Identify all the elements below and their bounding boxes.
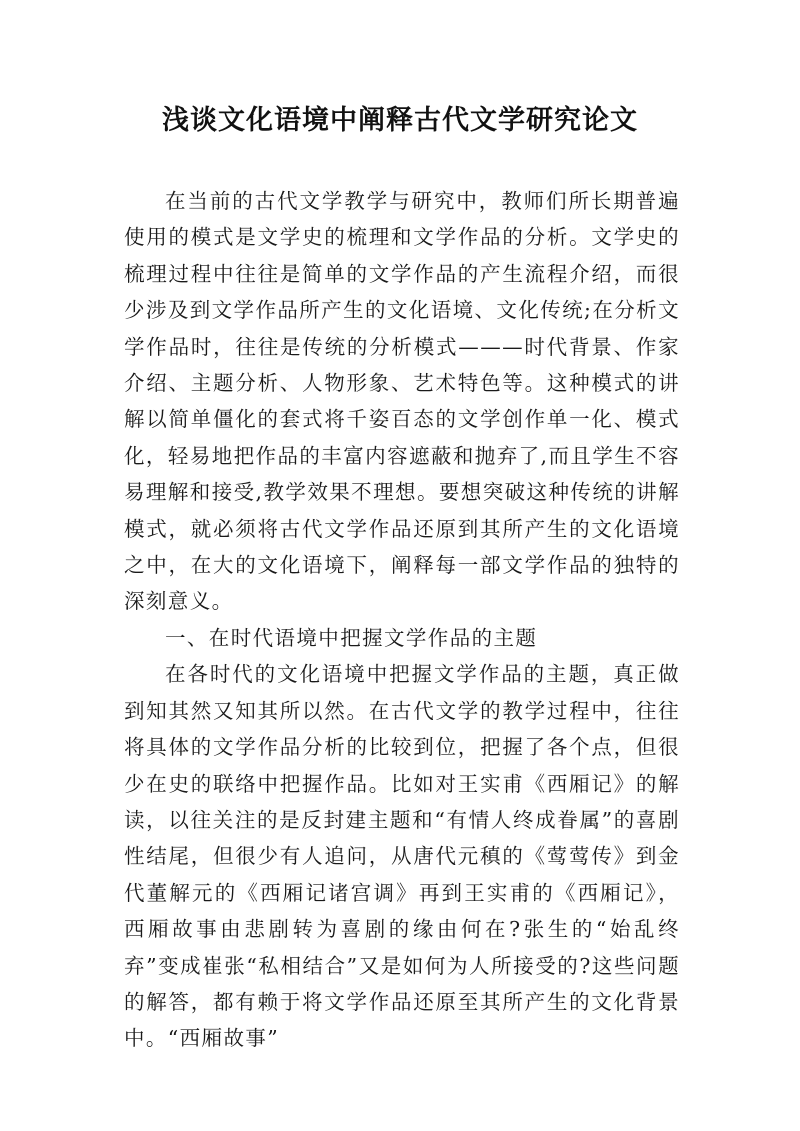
section-heading: 一、在时代语境中把握文学作品的主题 (165, 625, 538, 650)
paragraph-section-1: 在各时代的文化语境中把握文学作品的主题，真正做到知其然又知其所以然。在古代文学的教学过程中，往往将具体的文学作品分析的比较到位，把握了各个点，但很少在史的联络中把握作品。比如对王实甫《西厢记》的解读，以往关注的是反封建主题和“有情人终成眷属”的喜剧性结尾，但很少有人追问，从唐代元稹的《莺莺传》到金代董解元的《西厢记诸宫调》再到王实甫的《西厢记》，西厢故事由悲剧转为喜剧的缘由何在?张生的“始乱终弃”变成崔张“私相结合”又是如何为人所接受的?这些问题的解答，都有赖于将文学作品还原至其所产生的文化背景中。“西厢故事” (124, 662, 680, 1051)
paragraph-intro: 在当前的古代文学教学与研究中，教师们所长期普遍使用的模式是文学史的梳理和文学作品的分析。文学史的梳理过程中往往是简单的文学作品的产生流程介绍，而很少涉及到文学作品所产生的文化语境、文化传统;在分析文学作品时，往往是传统的分析模式———时代背景、作家介绍、主题分析、人物形象、艺术特色等。这种模式的讲解以简单僵化的套式将千姿百态的文学创作单一化、模式化，轻易地把作品的丰富内容遮蔽和抛弃了,而且学生不容易理解和接受,教学效果不理想。要想突破这种传统的讲解模式，就必须将古代文学作品还原到其所产生的文化语境之中，在大的文化语境下，阐释每一部文学作品的独特的深刻意义。 (124, 189, 680, 614)
document-title: 浅谈文化语境中阐释古代文学研究论文 (162, 105, 638, 136)
document-body (124, 183, 680, 1057)
